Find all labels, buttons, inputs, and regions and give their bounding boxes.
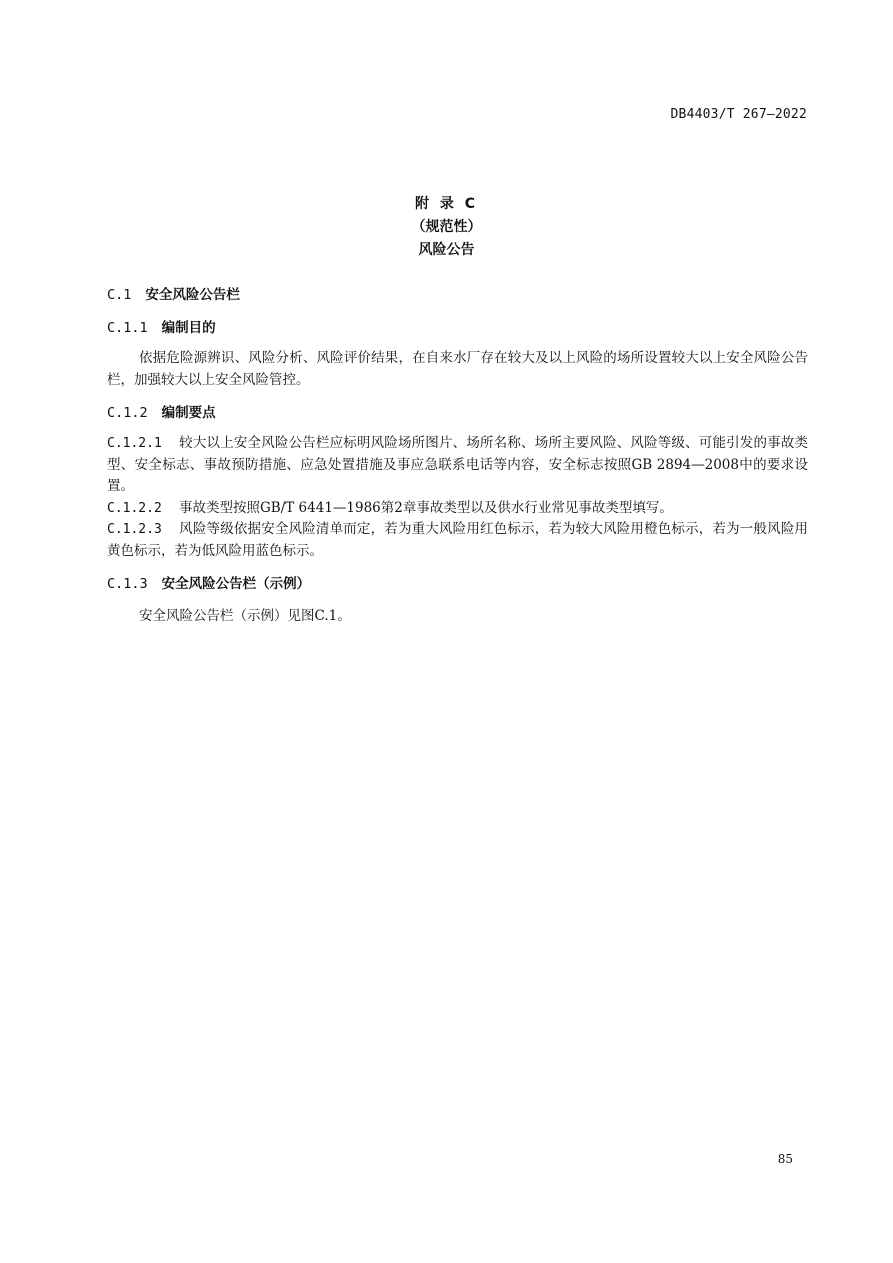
- document-body: [107, 284, 808, 627]
- clause-c122: [107, 498, 808, 520]
- section-c11-heading: [107, 317, 808, 339]
- section-title: 安全风险公告栏（示例）: [161, 576, 311, 592]
- section-number: C.1.2: [107, 405, 148, 421]
- clause-c123: [107, 519, 808, 562]
- appendix-title: 附 录 C: [414, 196, 479, 212]
- section-number: C.1: [107, 287, 132, 303]
- clause-text: 风险等级依据安全风险清单而定，若为重大风险用红色标示，若为较大风险用橙色标示，若为一般风险用黄色标示，若为低风险用蓝色标示。: [107, 521, 808, 559]
- section-number: C.1.3: [107, 576, 148, 592]
- appendix-name: 风险公告: [418, 242, 475, 258]
- appendix-heading: [0, 193, 893, 262]
- section-title: 安全风险公告栏: [145, 287, 240, 303]
- section-number: C.1.1: [107, 320, 148, 336]
- appendix-nature: （规范性）: [411, 219, 482, 235]
- section-c13-heading: [107, 573, 808, 595]
- section-title: 编制目的: [161, 320, 216, 336]
- section-c11-paragraph: 依据危险源辨识、风险分析、风险评价结果，在自来水厂存在较大及以上风险的场所设置较大以上安全风险公告栏，加强较大以上安全风险管控。: [107, 350, 808, 388]
- clause-text: 事故类型按照GB/T 6441—1986第2章事故类型以及供水行业常见事故类型填写。: [179, 499, 673, 516]
- clause-number: C.1.2.1: [107, 436, 162, 451]
- clause-text: 较大以上安全风险公告栏应标明风险场所图片、场所名称、场所主要风险、风险等级、可能引发的事故类型、安全标志、事故预防措施、应急处置措施及事应急联系电话等内容，安全标志按照GB 2894—2008中的要求设置。: [107, 435, 808, 494]
- page-number: 85: [777, 1152, 793, 1166]
- section-title: 编制要点: [161, 405, 216, 421]
- clause-c121: [107, 433, 808, 498]
- clause-number: C.1.2.3: [107, 522, 162, 537]
- clause-number: C.1.2.2: [107, 500, 162, 516]
- section-c13-paragraph: 安全风险公告栏（示例）见图C.1。: [139, 608, 351, 624]
- section-c12-heading: [107, 402, 808, 424]
- document-code: DB4403/T 267—2022: [670, 107, 807, 122]
- section-c1-heading: [107, 284, 808, 306]
